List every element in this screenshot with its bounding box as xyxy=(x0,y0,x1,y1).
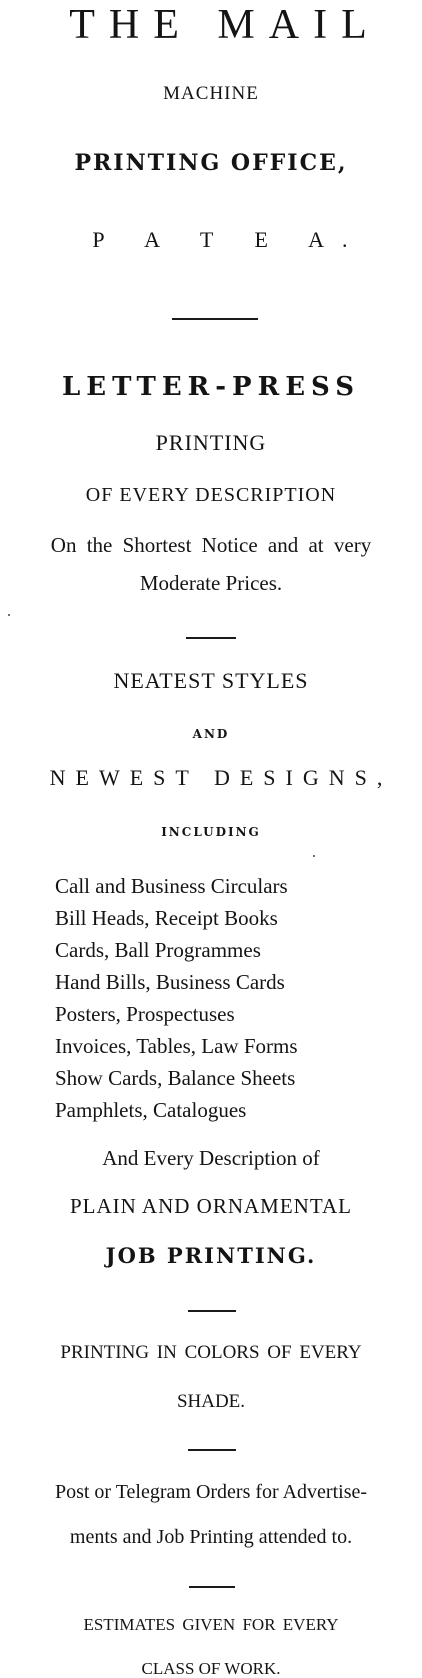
every-description: OF EVERY DESCRIPTION xyxy=(85,484,337,506)
heading-letter-press: LETTER-PRESS xyxy=(61,372,361,402)
newest-designs: NEWEST DESIGNS, xyxy=(49,765,393,790)
divider xyxy=(188,1310,236,1312)
notice-line-1: On the Shortest Notice and at very xyxy=(50,533,372,557)
list-item: Hand Bills, Business Cards xyxy=(55,970,285,994)
plain-and-ornamental: PLAIN AND ORNAMENTAL xyxy=(70,1194,352,1218)
every-description-of: And Every Description of xyxy=(102,1146,320,1170)
list-item: Posters, Prospectuses xyxy=(55,1002,235,1026)
subtitle-machine: MACHINE xyxy=(163,83,259,104)
divider xyxy=(186,637,236,639)
word-including: INCLUDING xyxy=(161,825,261,839)
list-item: Cards, Ball Programmes xyxy=(55,938,261,962)
subtitle-printing-office: PRINTING OFFICE, xyxy=(74,150,348,176)
heading-printing: PRINTING xyxy=(155,430,267,455)
word-and: AND xyxy=(192,727,230,741)
neatest-styles: NEATEST STYLES xyxy=(113,668,309,693)
list-item: Bill Heads, Receipt Books xyxy=(55,906,278,930)
masthead-title: THE MAIL xyxy=(69,2,381,48)
job-printing: JOB PRINTING. xyxy=(105,1243,317,1268)
notice-line-2: Moderate Prices. xyxy=(139,571,283,595)
list-item: Pamphlets, Catalogues xyxy=(55,1098,247,1122)
divider xyxy=(188,1449,236,1451)
speck xyxy=(8,614,10,616)
list-item: Call and Business Circulars xyxy=(55,874,288,898)
divider xyxy=(172,318,258,320)
speck xyxy=(313,855,315,857)
estimates-line-2: CLASS OF WORK. xyxy=(141,1659,281,1678)
town-name: P A T E A. xyxy=(92,227,366,252)
list-item: Invoices, Tables, Law Forms xyxy=(55,1034,298,1058)
colors-line-1: PRINTING IN COLORS OF EVERY xyxy=(60,1342,362,1363)
list-item: Show Cards, Balance Sheets xyxy=(55,1066,296,1090)
colors-line-2: SHADE. xyxy=(176,1391,246,1412)
orders-line-1: Post or Telegram Orders for Advertise- xyxy=(54,1481,368,1503)
estimates-line-1: ESTIMATES GIVEN FOR EVERY xyxy=(83,1615,339,1634)
orders-line-2: ments and Job Printing attended to. xyxy=(69,1526,353,1548)
product-list xyxy=(55,870,298,1126)
divider xyxy=(189,1586,235,1588)
